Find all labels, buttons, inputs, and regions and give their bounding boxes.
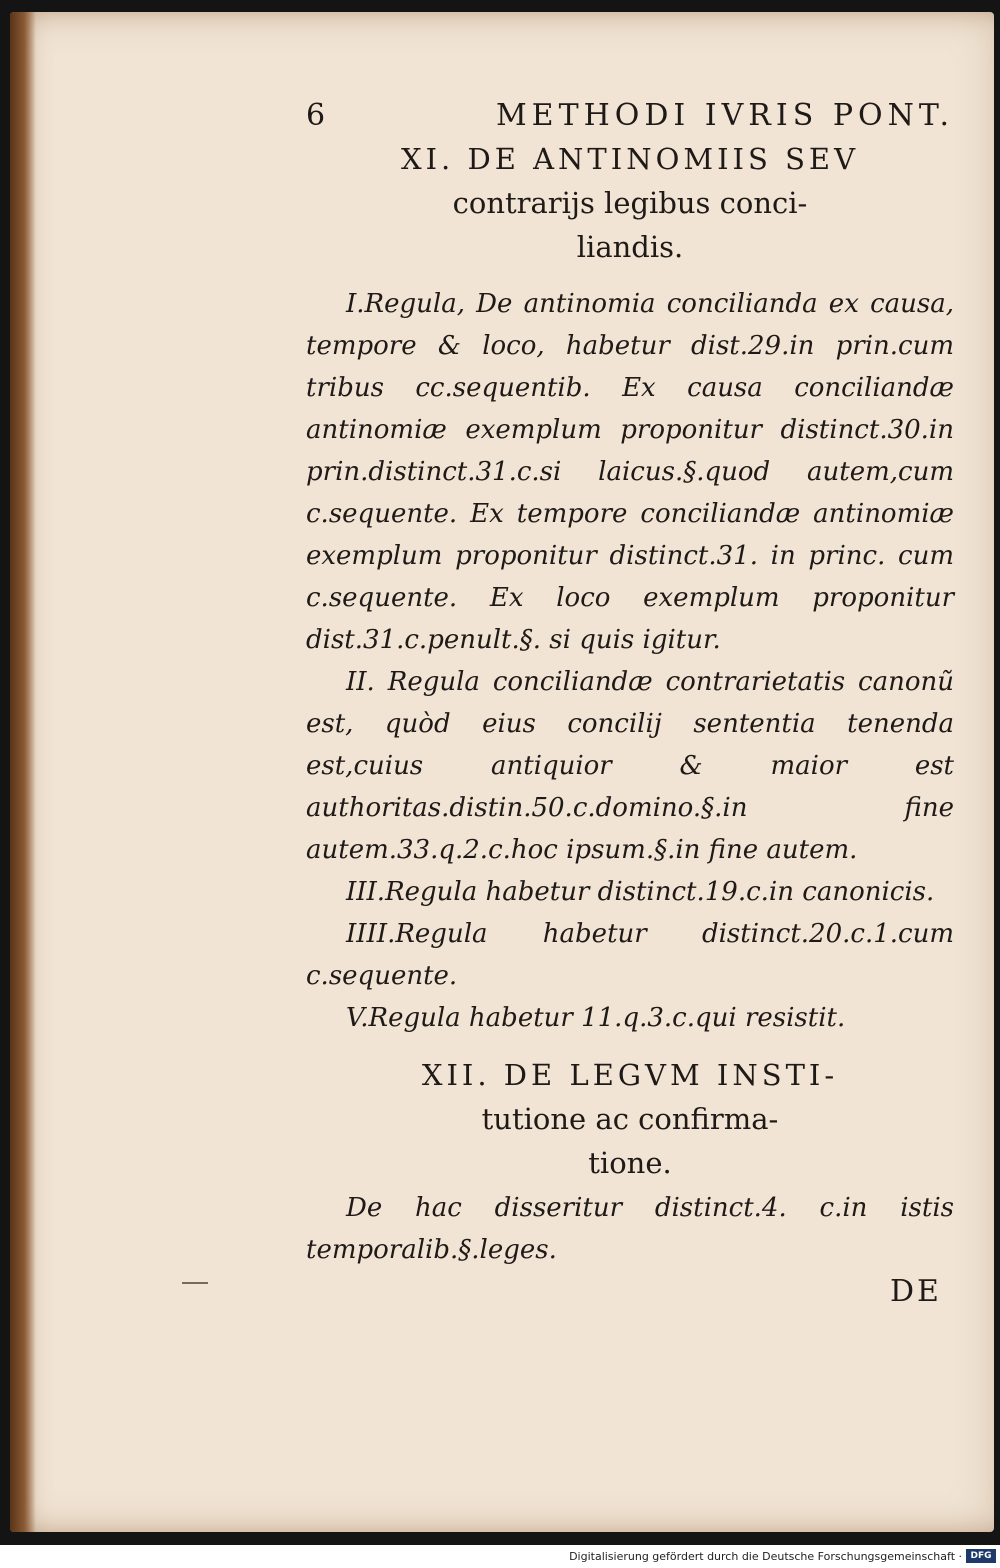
section-xii-heading-line2: tutione ac confirma-: [481, 1102, 779, 1136]
page-number: 6: [306, 98, 331, 133]
book-page: [10, 12, 994, 1532]
section-xii-heading-line1: XII. DE LEGVM INSTI-: [421, 1058, 839, 1092]
page-spine-shadow: [10, 12, 36, 1532]
dfg-logo: DFG: [966, 1549, 996, 1563]
running-title: METHODI IVRIS PONT.: [495, 98, 954, 133]
section-xii-heading-line3: tione.: [588, 1146, 672, 1180]
margin-mark: [182, 1282, 208, 1284]
running-header: [306, 98, 954, 133]
page-text-block: [306, 98, 954, 1271]
regula-paragraph: I.Regula, De antinomia concilianda ex causa, tempore & loco, habetur dist.29.in prin.cum tribus cc.sequentib. Ex causa conciliandæ antinomiæ exemplum proponitur distinct.30.in prin.distinct.31.c.si laicus.§.quod autem,cum c.sequente. Ex tempore conciliandæ antinomiæ exemplum proponitur distinct.31. in princ. cum c.sequente. Ex loco exemplum proponitur dist.31.c.penult.§. si quis igitur.: [306, 289, 954, 655]
regula-paragraph: IIII.Regula habetur distinct.20.c.1.cum c.sequente.: [306, 919, 954, 991]
regula-paragraph: V.Regula habetur 11.q.3.c.qui resistit.: [346, 1003, 846, 1033]
regula-paragraph: III.Regula habetur distinct.19.c.in canonicis.: [346, 877, 935, 907]
digitization-footer: [0, 1545, 1000, 1568]
section-xi-heading-line3: liandis.: [576, 230, 684, 264]
section-xii-paragraph: De hac disseritur distinct.4. c.in istis temporalib.§.leges.: [306, 1193, 954, 1265]
catchword: DE: [890, 1274, 942, 1309]
section-xi-heading-line2: contrarijs legibus conci-: [452, 186, 808, 220]
section-xii-heading: [306, 1053, 954, 1185]
regula-paragraph: II. Regula conciliandæ contrarietatis canonũ est, quòd eius concilij sententia tenenda est,cuius antiquior & maior est authoritas.distin.50.c.domino.§.in fine autem.33.q.2.c.hoc ipsum.§.in fine autem.: [306, 667, 954, 865]
section-xi-heading-line1: XI. DE ANTINOMIIS SEV: [400, 142, 860, 176]
section-xi-heading: [306, 137, 954, 269]
footer-credit: Digitalisierung gefördert durch die Deutsche Forschungsgemeinschaft ·: [569, 1550, 962, 1563]
